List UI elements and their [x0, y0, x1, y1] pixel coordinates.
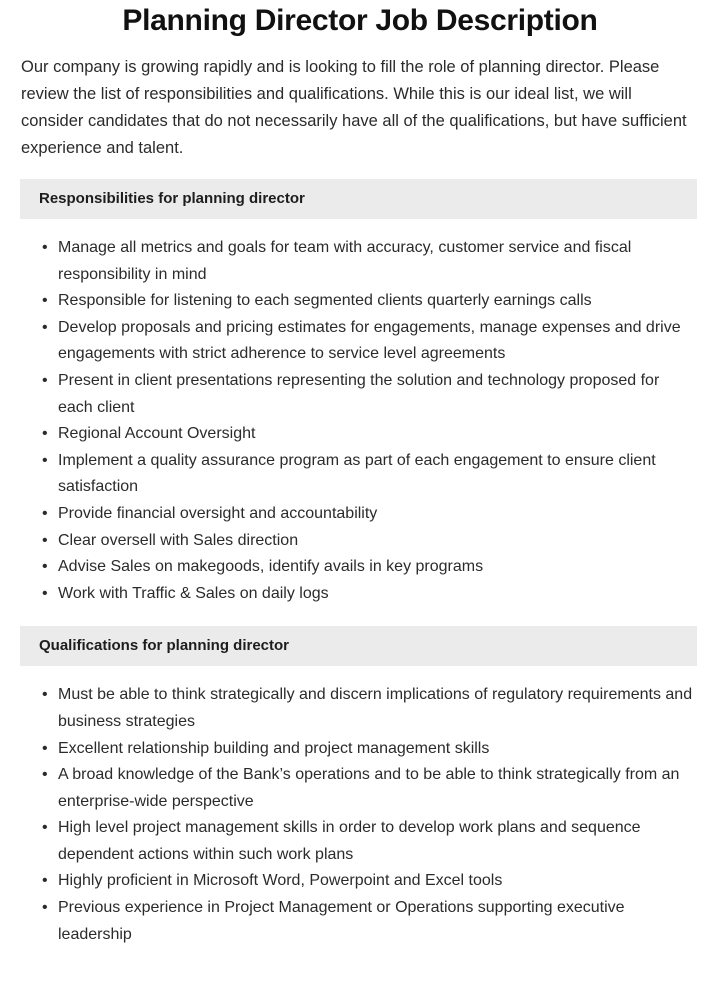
section-qualifications [0, 626, 720, 948]
list-item: • Responsible for listening to each segmented clients quarterly earnings calls [42, 288, 696, 315]
section-responsibilities [0, 179, 720, 607]
page-title: Planning Director Job Description [122, 4, 598, 37]
section-header-qualifications [20, 626, 697, 666]
list-item: • High level project management skills in order to develop work plans and sequence dependent actions within such work plans [42, 815, 696, 868]
list-item: • Highly proficient in Microsoft Word, Powerpoint and Excel tools [42, 868, 696, 895]
list-item: • Present in client presentations representing the solution and technology proposed for each client [42, 368, 696, 421]
list-item: • Manage all metrics and goals for team with accuracy, customer service and fiscal responsibility in mind [42, 235, 696, 288]
list-item: • Must be able to think strategically and discern implications of regulatory requirements and business strategies [42, 682, 696, 735]
list-item: • Previous experience in Project Management or Operations supporting executive leadership [42, 895, 696, 948]
list-item: • Excellent relationship building and project management skills [42, 736, 696, 763]
section-header-responsibilities [20, 179, 697, 219]
list-item: • Provide financial oversight and accountability [42, 501, 696, 528]
list-item: • Advise Sales on makegoods, identify avails in key programs [42, 554, 696, 581]
qualifications-list [0, 682, 720, 948]
responsibilities-list [0, 235, 720, 607]
list-item: • Develop proposals and pricing estimates for engagements, manage expenses and drive engagements with strict adherence to service level agreements [42, 315, 696, 368]
list-item: • Implement a quality assurance program as part of each engagement to ensure client satisfaction [42, 448, 696, 501]
list-item: • Work with Traffic & Sales on daily logs [42, 581, 696, 608]
list-item: • Clear oversell with Sales direction [42, 528, 696, 555]
section-header-label: Qualifications for planning director [39, 637, 290, 655]
list-item: • Regional Account Oversight [42, 421, 696, 448]
list-item: • A broad knowledge of the Bank’s operations and to be able to think strategically from an enterprise-wide perspective [42, 762, 696, 815]
intro-paragraph: Our company is growing rapidly and is looking to fill the role of planning director. Please review the list of responsibilities and qualifications. While this is our ideal list, we will consider candidates that do not necessarily have all of the qualifications, but have sufficient experience and talent. [21, 58, 687, 157]
section-header-label: Responsibilities for planning director [39, 190, 305, 207]
